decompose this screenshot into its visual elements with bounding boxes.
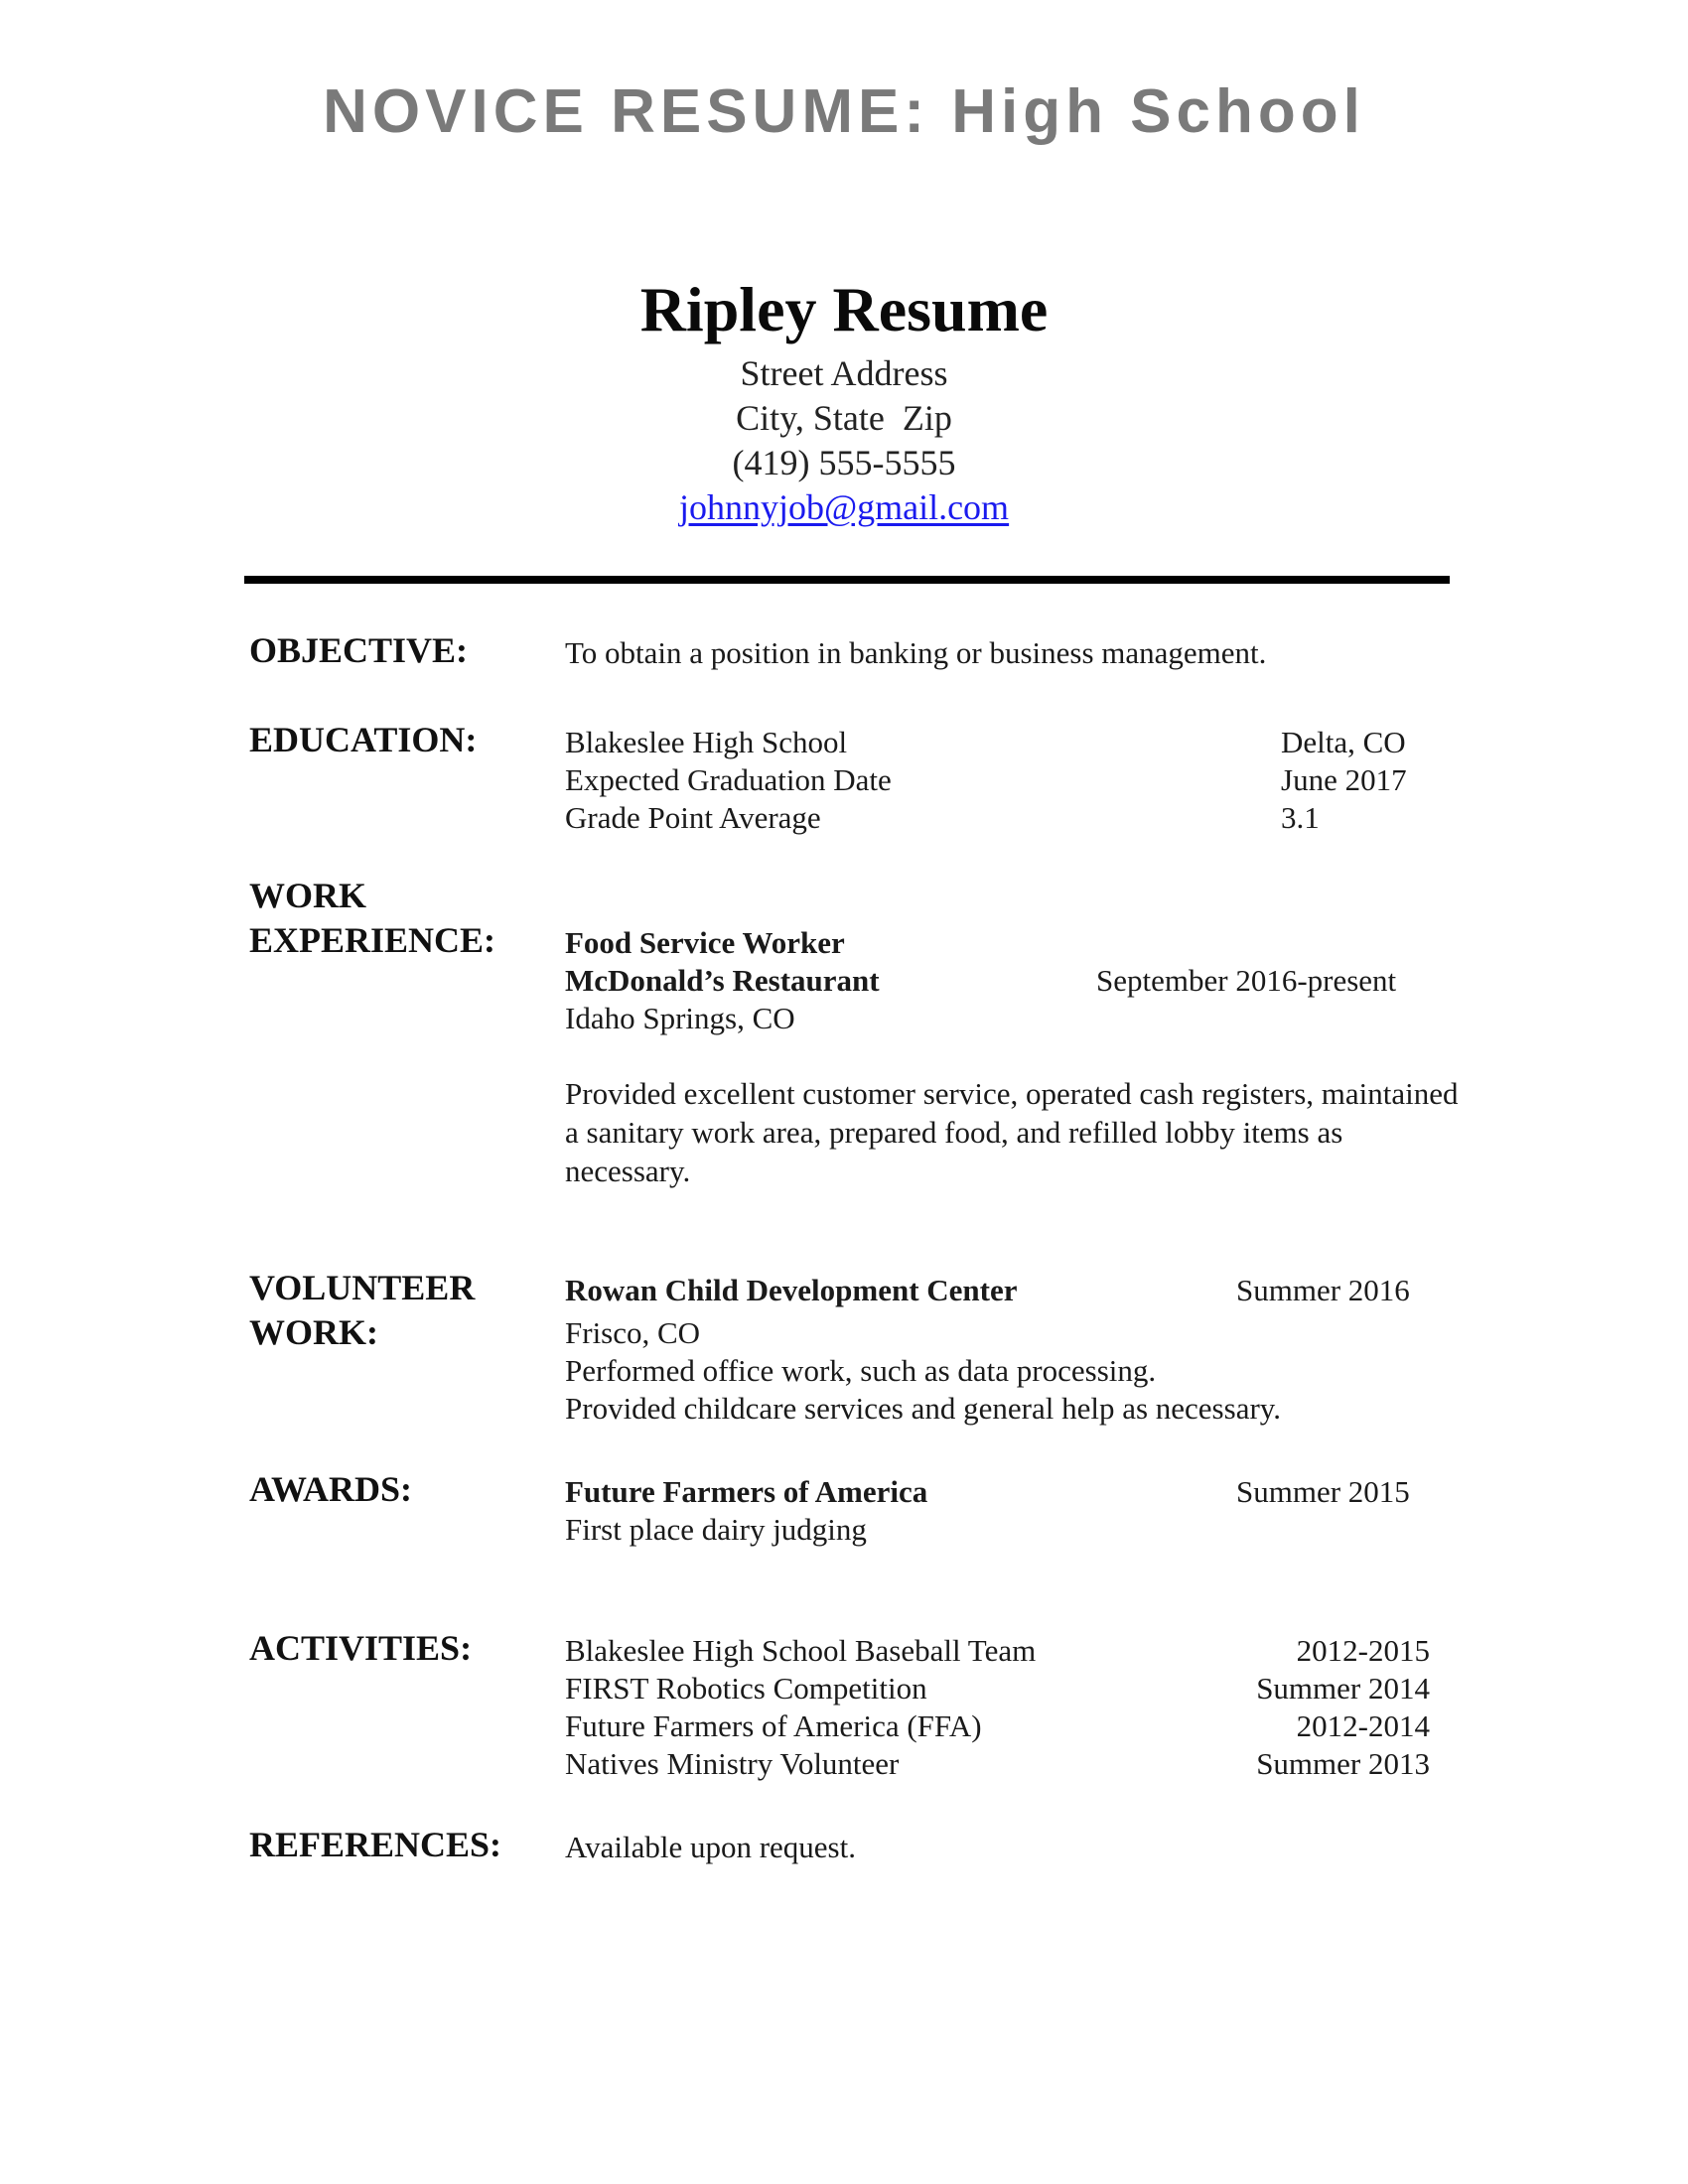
work-label-line1: WORK [249, 876, 367, 915]
activity-dates: 2012-2014 [1296, 1708, 1430, 1743]
activity-dates: 2012-2015 [1296, 1633, 1430, 1668]
work-description: Provided excellent customer service, operated cash registers, maintained a sanitary work area, prepared food, and refilled lobby items as necessary. [565, 1076, 1459, 1188]
page-banner: NOVICE RESUME: High School [323, 77, 1365, 146]
education-grad-date: June 2017 [1281, 762, 1407, 797]
education-gpa-value: 3.1 [1281, 800, 1320, 835]
header-divider [244, 576, 1450, 584]
objective-text: To obtain a position in banking or business management. [565, 635, 1267, 670]
education-location: Delta, CO [1281, 725, 1406, 759]
activity-name: Future Farmers of America (FFA) [565, 1708, 982, 1743]
volunteer-duty-2: Provided childcare services and general help as necessary. [565, 1391, 1282, 1426]
work-label-line2: EXPERIENCE: [249, 920, 496, 960]
activities-label: ACTIVITIES: [249, 1628, 473, 1668]
work-employer: McDonald’s Restaurant [565, 963, 880, 998]
volunteer-label-line2: WORK: [249, 1312, 378, 1352]
activity-name: Natives Ministry Volunteer [565, 1746, 900, 1781]
education-school: Blakeslee High School [565, 725, 848, 759]
activity-name: FIRST Robotics Competition [565, 1671, 927, 1706]
references-text: Available upon request. [565, 1830, 856, 1864]
references-label: REFERENCES: [249, 1825, 502, 1864]
activity-name: Blakeslee High School Baseball Team [565, 1633, 1037, 1668]
objective-label: OBJECTIVE: [249, 630, 469, 670]
awards-org: Future Farmers of America [565, 1474, 928, 1509]
volunteer-location: Frisco, CO [565, 1315, 701, 1350]
awards-dates: Summer 2015 [1236, 1474, 1410, 1509]
awards-label: AWARDS: [249, 1469, 413, 1509]
work-location: Idaho Springs, CO [565, 1001, 795, 1035]
activity-dates: Summer 2014 [1256, 1671, 1430, 1706]
city-state-zip: City, State Zip [736, 398, 952, 438]
work-dates: September 2016-present [1096, 963, 1397, 998]
education-gpa-label: Grade Point Average [565, 800, 821, 835]
resume-name: Ripley Resume [639, 274, 1049, 344]
volunteer-label-line1: VOLUNTEER [249, 1268, 476, 1307]
work-job-title: Food Service Worker [565, 925, 845, 960]
activity-dates: Summer 2013 [1256, 1746, 1430, 1781]
street-address: Street Address [740, 353, 948, 393]
email-link[interactable]: johnnyjob@gmail.com [678, 487, 1010, 527]
email-link-wrapper [0, 489, 1688, 525]
volunteer-duty-1: Performed office work, such as data processing. [565, 1353, 1157, 1388]
education-grad-label: Expected Graduation Date [565, 762, 892, 797]
education-label: EDUCATION: [249, 720, 478, 759]
volunteer-org: Rowan Child Development Center [565, 1273, 1018, 1307]
volunteer-dates: Summer 2016 [1236, 1273, 1410, 1307]
phone-number: (419) 555-5555 [732, 443, 956, 482]
awards-detail: First place dairy judging [565, 1512, 867, 1547]
